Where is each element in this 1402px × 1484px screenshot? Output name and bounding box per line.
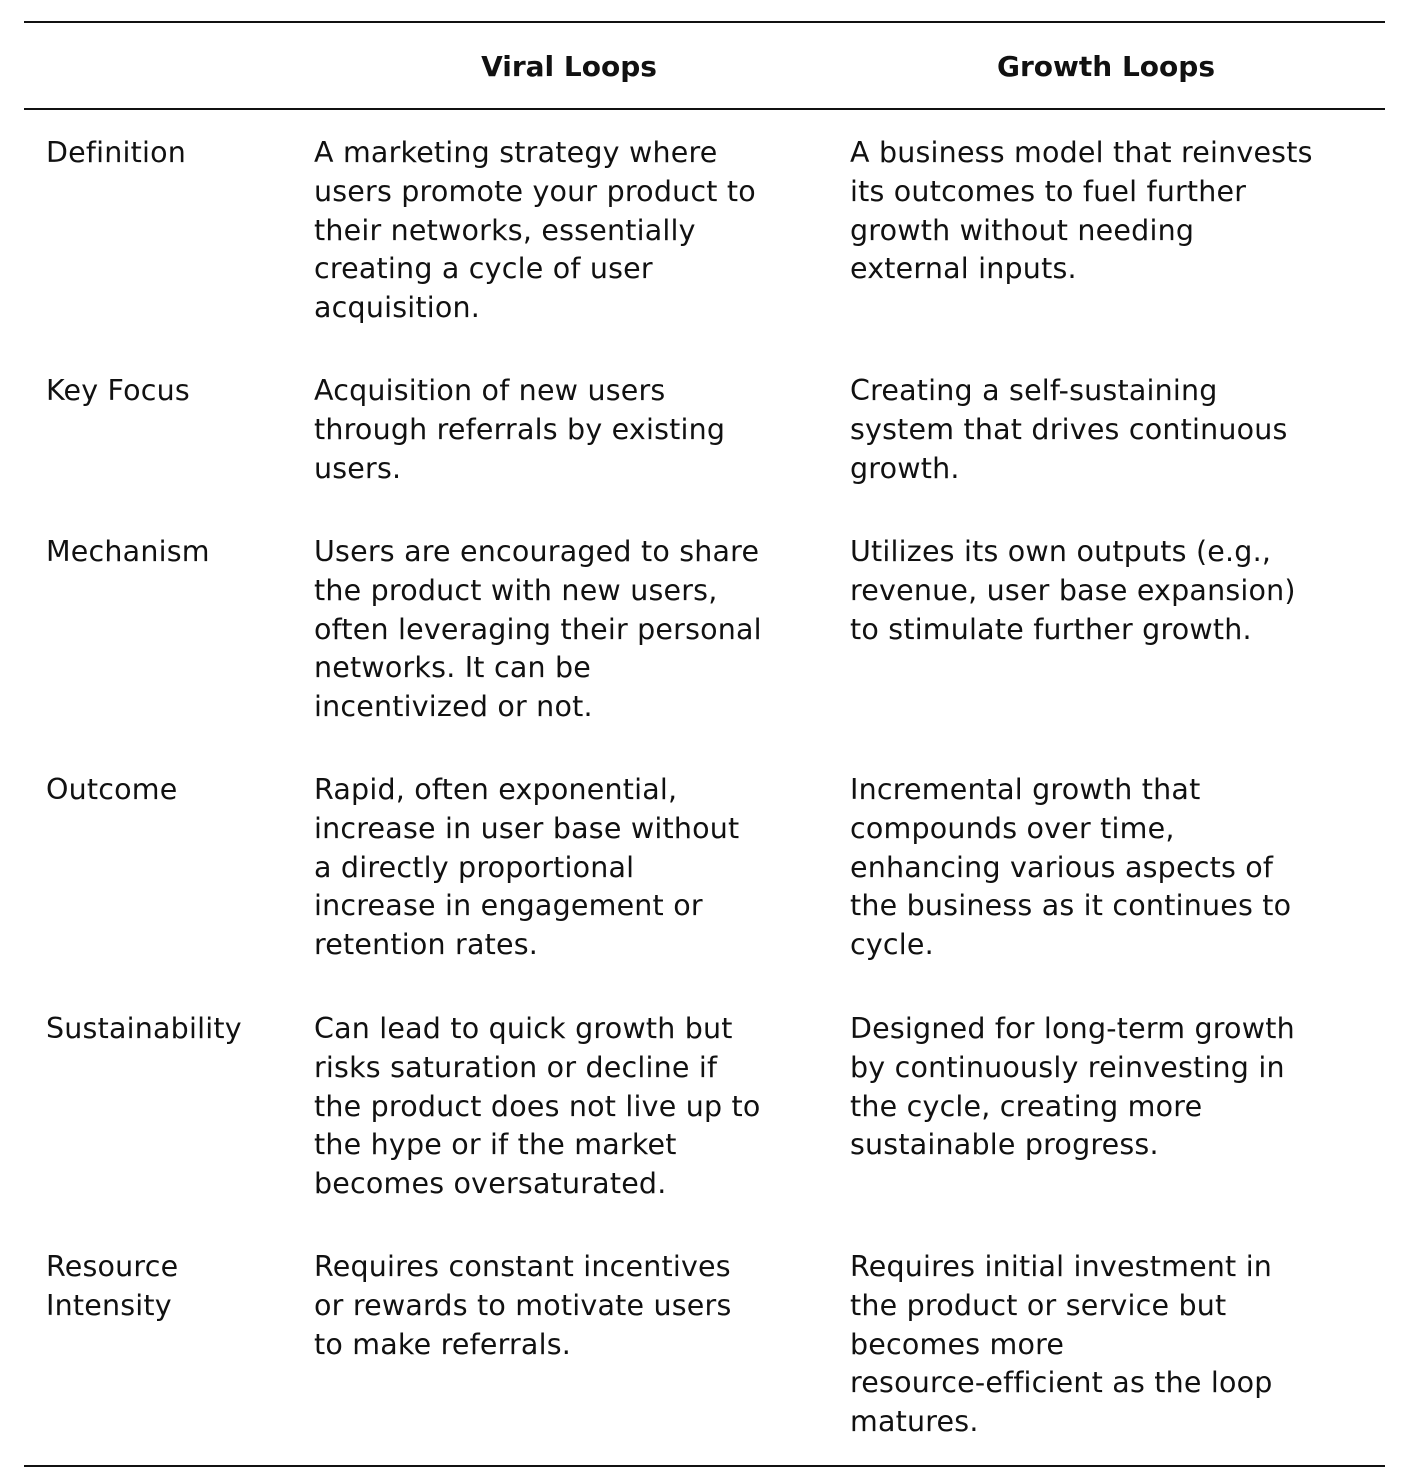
cell-text-line: retention rates. xyxy=(314,928,539,962)
cell-text-line: system that drives continuous xyxy=(850,412,1288,446)
cell-text-line: matures. xyxy=(850,1405,979,1439)
cell-text-line: the hype or if the market xyxy=(314,1128,677,1162)
cell-text-line: increase in user base without xyxy=(314,811,740,845)
cell-viral xyxy=(314,1010,824,1204)
cell-text-line: the cycle, creating more xyxy=(850,1089,1203,1123)
cell-label xyxy=(46,134,306,173)
cell-text-line: to make referrals. xyxy=(314,1327,571,1361)
cell-text-line: their networks, essentially xyxy=(314,213,696,247)
cell-text-line: networks. It can be xyxy=(314,651,592,685)
cell-text-line: the business as it continues to xyxy=(850,889,1292,923)
cell-growth xyxy=(850,1010,1370,1165)
cell-text-line: Acquisition of new users xyxy=(314,374,666,407)
cell-viral xyxy=(314,771,824,965)
cell-text-line: its outcomes to fuel further xyxy=(850,174,1247,208)
cell-label xyxy=(46,1248,306,1326)
cell-text-line: Outcome xyxy=(46,773,178,806)
cell-text-line: a directly proportional xyxy=(314,850,635,884)
cell-text-line: Creating a self-sustaining xyxy=(850,374,1218,407)
cell-text-line: revenue, user base expansion) xyxy=(850,573,1296,607)
cell-label xyxy=(46,1010,306,1049)
cell-text-line: compounds over time, xyxy=(850,811,1175,845)
cell-text-line: Requires initial investment in xyxy=(850,1250,1273,1283)
cell-label xyxy=(46,771,306,810)
cell-text-line: the product does not live up to xyxy=(314,1089,761,1123)
cell-text-line: enhancing various aspects of xyxy=(850,850,1274,884)
header-growth-loops: Growth Loops xyxy=(997,50,1215,83)
cell-text-line: Rapid, often exponential, xyxy=(314,773,678,806)
cell-text-line: users. xyxy=(314,451,402,485)
header-viral-loops: Viral Loops xyxy=(481,50,657,83)
cell-text-line: Key Focus xyxy=(46,374,190,407)
cell-text-line: the product with new users, xyxy=(314,573,718,607)
cell-text-line: Can lead to quick growth but xyxy=(314,1012,733,1045)
cell-text-line: increase in engagement or xyxy=(314,889,703,923)
cell-text-line: cycle. xyxy=(850,928,934,962)
cell-text-line: Definition xyxy=(46,136,187,169)
cell-text-line: often leveraging their personal xyxy=(314,612,762,646)
cell-text-line: becomes more xyxy=(850,1327,1065,1361)
cell-text-line: Sustainability xyxy=(46,1012,242,1045)
cell-growth xyxy=(850,771,1370,965)
cell-text-line: incentivized or not. xyxy=(314,690,593,724)
cell-text-line: growth. xyxy=(850,451,960,485)
cell-text-line: Resource xyxy=(46,1250,179,1283)
cell-text-line: A marketing strategy where xyxy=(314,136,718,169)
table-top-rule xyxy=(24,21,1385,23)
cell-text-line: sustainable progress. xyxy=(850,1128,1159,1162)
cell-text-line: becomes oversaturated. xyxy=(314,1167,667,1201)
cell-text-line: external inputs. xyxy=(850,252,1077,286)
cell-text-line: Requires constant incentives xyxy=(314,1250,731,1283)
cell-text-line: to stimulate further growth. xyxy=(850,612,1252,646)
cell-viral xyxy=(314,134,824,328)
cell-growth xyxy=(850,1248,1370,1442)
cell-text-line: Users are encouraged to share xyxy=(314,535,760,568)
cell-text-line: or rewards to motivate users xyxy=(314,1288,732,1322)
cell-growth xyxy=(850,533,1370,649)
cell-viral xyxy=(314,533,824,727)
cell-text-line: Utilizes its own outputs (e.g., xyxy=(850,535,1272,568)
cell-label xyxy=(46,533,306,572)
cell-text-line: growth without needing xyxy=(850,213,1195,247)
cell-viral xyxy=(314,372,824,488)
cell-text-line: through referrals by existing xyxy=(314,412,726,446)
cell-viral xyxy=(314,1248,824,1364)
cell-text-line: A business model that reinvests xyxy=(850,136,1313,169)
cell-growth xyxy=(850,372,1370,488)
cell-label xyxy=(46,372,306,411)
cell-text-line: resource-efficient as the loop xyxy=(850,1366,1273,1400)
table-header-rule xyxy=(24,108,1385,110)
cell-text-line: Intensity xyxy=(46,1288,172,1322)
cell-text-line: Mechanism xyxy=(46,535,210,568)
table-bottom-rule xyxy=(24,1465,1385,1467)
cell-text-line: risks saturation or decline if xyxy=(314,1050,718,1084)
cell-growth xyxy=(850,134,1370,289)
cell-text-line: acquisition. xyxy=(314,291,481,325)
cell-text-line: Incremental growth that xyxy=(850,773,1201,806)
cell-text-line: Designed for long-term growth xyxy=(850,1012,1295,1045)
cell-text-line: users promote your product to xyxy=(314,174,756,208)
cell-text-line: by continuously reinvesting in xyxy=(850,1050,1285,1084)
cell-text-line: creating a cycle of user xyxy=(314,252,653,286)
cell-text-line: the product or service but xyxy=(850,1288,1227,1322)
